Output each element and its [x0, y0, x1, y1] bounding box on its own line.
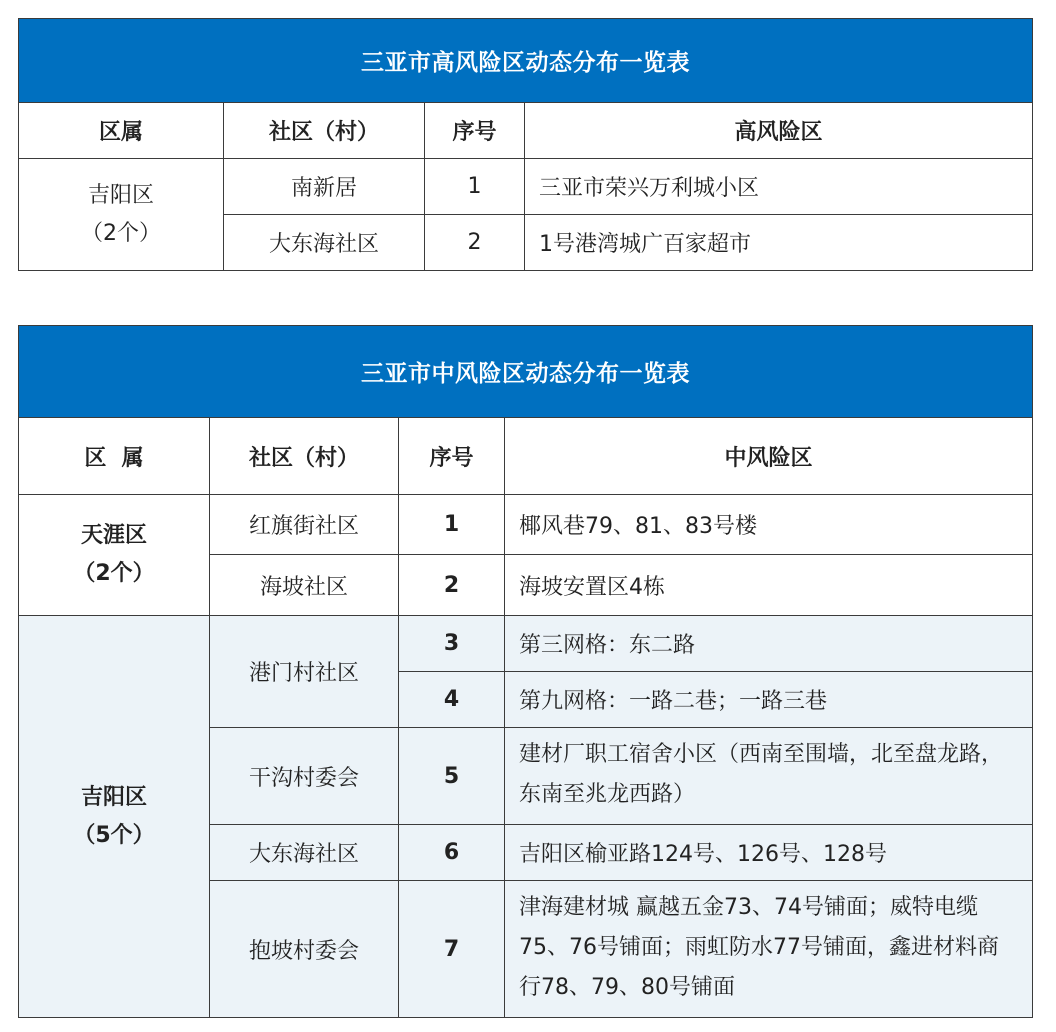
header-number: 序号: [399, 418, 505, 495]
number-cell: 2: [399, 555, 505, 616]
district-count: （2个）: [73, 561, 155, 586]
district-count: （5个）: [73, 822, 155, 848]
area-cell: 海坡安置区4栋: [505, 555, 1033, 616]
header-community: 社区（村）: [224, 103, 425, 159]
area-cell: 第九网格：一路二巷；一路三巷: [505, 672, 1033, 728]
header-district-label: 区 属: [84, 445, 144, 471]
number-cell: 3: [399, 616, 505, 672]
community-cell: 港门村社区: [210, 616, 399, 728]
district-cell: [19, 495, 210, 616]
header-district: [19, 418, 210, 495]
table-row: [19, 616, 1033, 672]
district-count: （2个）: [81, 220, 161, 246]
header-community: 社区（村）: [210, 418, 399, 495]
table-row: [19, 495, 1033, 555]
community-cell: 抱坡村委会: [210, 881, 399, 1018]
community-cell: 红旗街社区: [210, 495, 399, 555]
medium-risk-header-row: [19, 418, 1033, 495]
number-cell: 2: [425, 215, 525, 271]
community-cell: 南新居: [224, 159, 425, 215]
community-cell: 大东海社区: [224, 215, 425, 271]
number-cell: 1: [425, 159, 525, 215]
area-cell: 1号港湾城广百家超市: [525, 215, 1033, 271]
high-risk-header-row: [19, 103, 1033, 159]
area-cell: 津海建材城 赢越五金73、74号铺面；威特电缆75、76号铺面；雨虹防水77号铺面，鑫进材料商行78、79、80号铺面: [505, 881, 1033, 1018]
number-cell: 1: [399, 495, 505, 555]
area-cell: 椰风巷79、81、83号楼: [505, 495, 1033, 555]
header-number: 序号: [425, 103, 525, 159]
area-cell: 三亚市荣兴万利城小区: [525, 159, 1033, 215]
high-risk-table-title: 三亚市高风险区动态分布一览表: [19, 19, 1033, 103]
medium-risk-table: [18, 325, 1033, 1018]
district-cell: [19, 616, 210, 1018]
district-name: 天涯区: [80, 523, 147, 548]
community-cell: 大东海社区: [210, 825, 399, 881]
header-high-risk-area: 高风险区: [525, 103, 1033, 159]
number-cell: 7: [399, 881, 505, 1018]
number-cell: 6: [399, 825, 505, 881]
district-name: 吉阳区: [87, 182, 154, 208]
header-medium-risk-area: 中风险区: [505, 418, 1033, 495]
community-cell: 干沟村委会: [210, 728, 399, 825]
community-cell: 海坡社区: [210, 555, 399, 616]
table-row: [19, 159, 1033, 215]
district-name: 吉阳区: [80, 784, 147, 810]
header-district: 区属: [19, 103, 224, 159]
high-risk-table: [18, 18, 1033, 271]
area-cell: 第三网格：东二路: [505, 616, 1033, 672]
area-cell: 吉阳区榆亚路124号、126号、128号: [505, 825, 1033, 881]
area-cell: 建材厂职工宿舍小区（西南至围墙，北至盘龙路，东南至兆龙西路）: [505, 728, 1033, 825]
number-cell: 4: [399, 672, 505, 728]
district-cell: [19, 159, 224, 271]
medium-risk-table-title: 三亚市中风险区动态分布一览表: [19, 326, 1033, 418]
number-cell: 5: [399, 728, 505, 825]
